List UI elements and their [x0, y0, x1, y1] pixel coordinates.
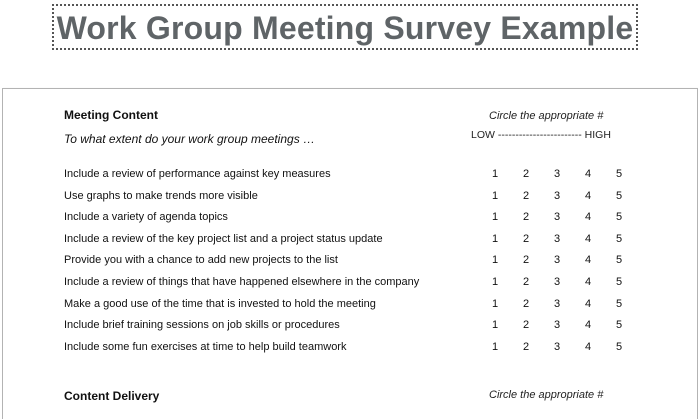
rating-option-1[interactable]: 1: [491, 276, 499, 288]
rating-scale-label: LOW ------------------------ HIGH: [471, 129, 611, 141]
rating-option-5[interactable]: 5: [615, 319, 623, 332]
rating-option-3[interactable]: 3: [553, 340, 561, 353]
section-heading-content-delivery: Content Delivery: [64, 389, 160, 403]
question-text: Use graphs to make trends more visible: [64, 189, 258, 202]
question-row: [64, 252, 644, 268]
rating-option-5[interactable]: 5: [615, 211, 623, 224]
rating-option-2[interactable]: 2: [522, 189, 530, 202]
rating-option-2[interactable]: 2: [522, 232, 530, 245]
circle-instruction: Circle the appropriate #: [489, 389, 604, 401]
rating-option-5[interactable]: 5: [615, 276, 623, 288]
rating-option-1[interactable]: 1: [491, 340, 499, 353]
question-row: [64, 166, 644, 182]
rating-option-1[interactable]: 1: [491, 168, 499, 180]
rating-option-4[interactable]: 4: [584, 189, 592, 202]
question-row: [64, 231, 644, 247]
question-text: Include a review of performance against key measures: [64, 168, 331, 180]
rating-option-1[interactable]: 1: [491, 232, 499, 245]
question-row: [64, 188, 644, 204]
page-title: Work Group Meeting Survey Example: [56, 10, 634, 46]
rating-option-3[interactable]: 3: [553, 168, 561, 180]
rating-option-3[interactable]: 3: [553, 189, 561, 202]
rating-option-2[interactable]: 2: [522, 319, 530, 332]
rating-option-3[interactable]: 3: [553, 297, 561, 310]
rating-option-4[interactable]: 4: [584, 254, 592, 267]
rating-option-2[interactable]: 2: [522, 254, 530, 267]
question-text: Make a good use of the time that is invested to hold the meeting: [64, 297, 376, 310]
circle-instruction: Circle the appropriate #: [489, 110, 604, 122]
rating-option-5[interactable]: 5: [615, 232, 623, 245]
rating-option-2[interactable]: 2: [522, 276, 530, 288]
question-row: [64, 274, 644, 290]
rating-option-2[interactable]: 2: [522, 211, 530, 224]
rating-option-1[interactable]: 1: [491, 189, 499, 202]
rating-option-1[interactable]: 1: [491, 254, 499, 267]
rating-option-3[interactable]: 3: [553, 254, 561, 267]
lead-question: To what extent do your work group meetings …: [64, 132, 316, 146]
rating-option-4[interactable]: 4: [584, 232, 592, 245]
rating-option-4[interactable]: 4: [584, 297, 592, 310]
question-text: Include a review of the key project list and a project status update: [64, 232, 383, 245]
rating-option-3[interactable]: 3: [553, 211, 561, 224]
rating-option-5[interactable]: 5: [615, 297, 623, 310]
rating-option-3[interactable]: 3: [553, 276, 561, 288]
rating-option-5[interactable]: 5: [615, 168, 623, 180]
title-banner: [52, 4, 638, 50]
rating-option-4[interactable]: 4: [584, 168, 592, 180]
question-row: [64, 339, 644, 355]
question-row: [64, 209, 644, 225]
rating-option-1[interactable]: 1: [491, 211, 499, 224]
rating-option-3[interactable]: 3: [553, 232, 561, 245]
question-text: Include a review of things that have happened elsewhere in the company: [64, 276, 420, 288]
question-text: Include a variety of agenda topics: [64, 211, 228, 224]
rating-option-2[interactable]: 2: [522, 168, 530, 180]
rating-option-3[interactable]: 3: [553, 319, 561, 332]
rating-option-5[interactable]: 5: [615, 189, 623, 202]
question-row: [64, 317, 644, 333]
rating-option-1[interactable]: 1: [491, 297, 499, 310]
question-text: Include brief training sessions on job skills or procedures: [64, 319, 340, 332]
rating-option-4[interactable]: 4: [584, 276, 592, 288]
rating-option-1[interactable]: 1: [491, 319, 499, 332]
question-text: Include some fun exercises at time to help build teamwork: [64, 340, 347, 353]
question-row: [64, 296, 644, 312]
rating-option-4[interactable]: 4: [584, 211, 592, 224]
section-heading-meeting-content: Meeting Content: [64, 108, 158, 122]
rating-option-2[interactable]: 2: [522, 340, 530, 353]
rating-option-5[interactable]: 5: [615, 340, 623, 353]
rating-option-4[interactable]: 4: [584, 340, 592, 353]
question-text: Provide you with a chance to add new projects to the list: [64, 254, 338, 267]
rating-option-2[interactable]: 2: [522, 297, 530, 310]
rating-option-5[interactable]: 5: [615, 254, 623, 267]
rating-option-4[interactable]: 4: [584, 319, 592, 332]
